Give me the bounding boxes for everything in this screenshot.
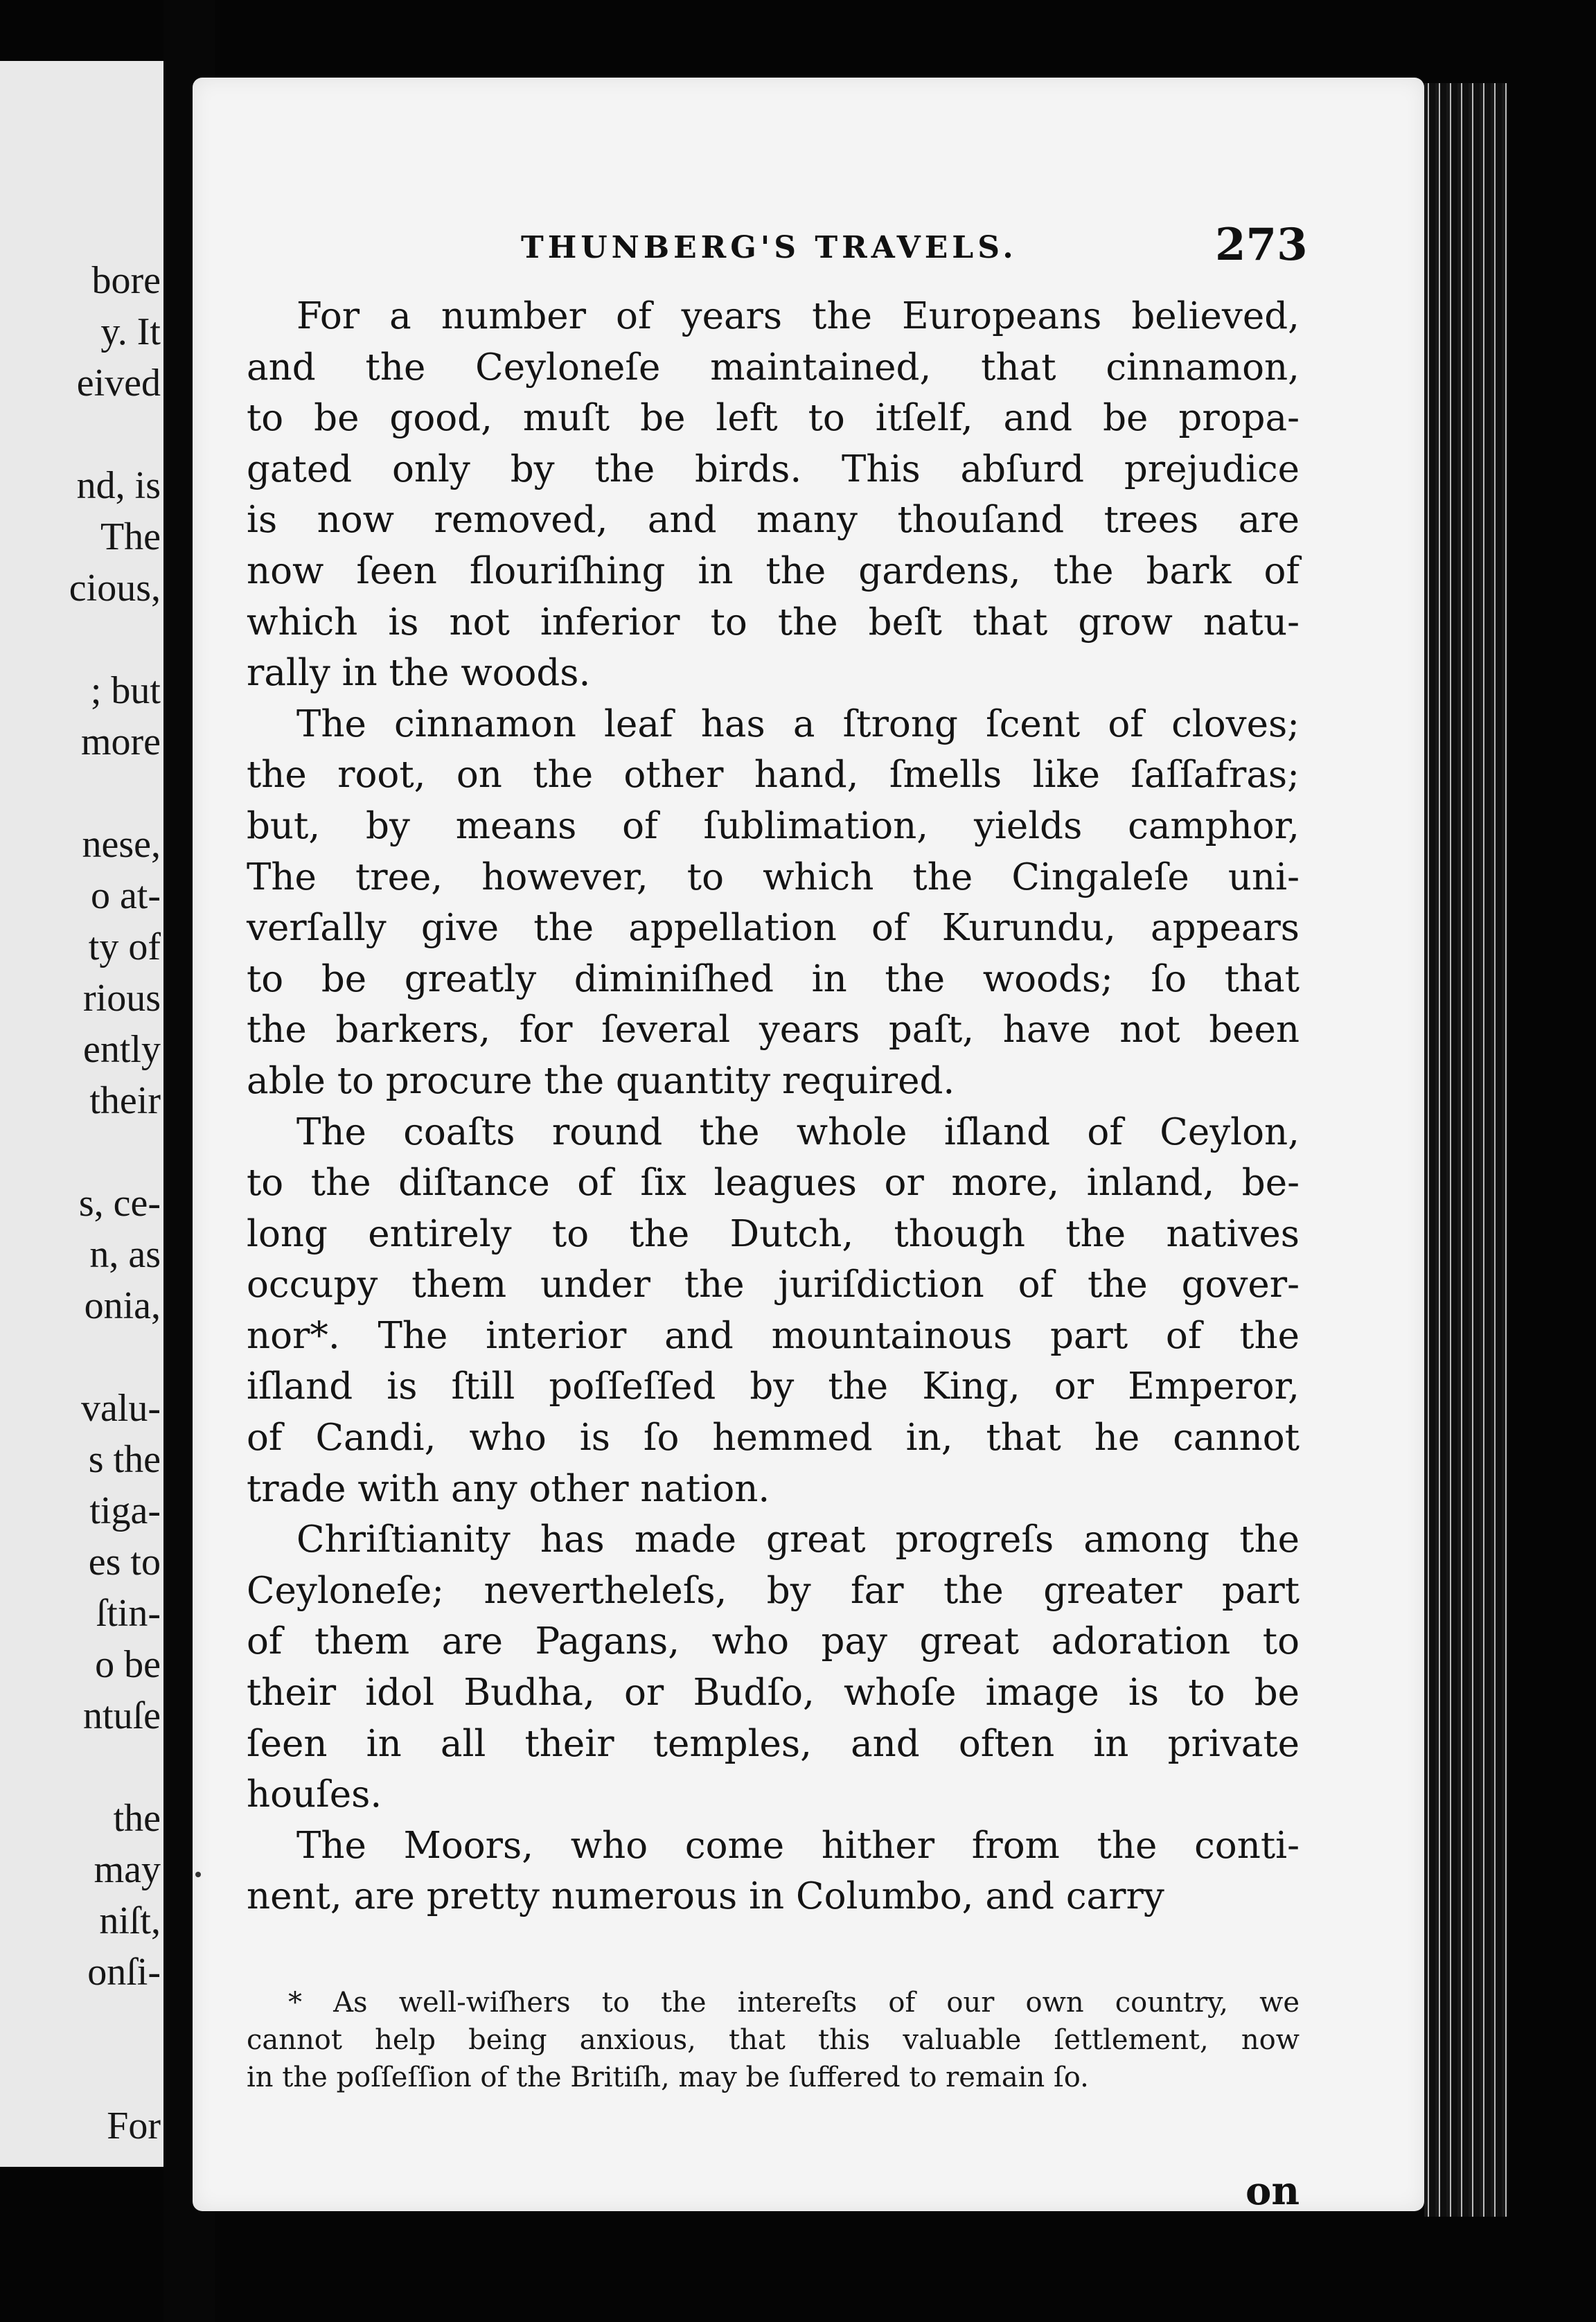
text-line: and the Ceyloneſe maintained, that cinnamon, bbox=[247, 346, 1300, 389]
text-line: Chriſtianity has made great progreſs among the bbox=[296, 1518, 1300, 1561]
text-line: ſeen in all their temples, and often in private bbox=[247, 1722, 1300, 1765]
facing-page-line: ; but bbox=[90, 669, 161, 712]
text-line: The tree, however, to which the Cingaleſe uni- bbox=[247, 856, 1300, 898]
running-head: THUNBERG'S TRAVELS. bbox=[521, 230, 1018, 265]
text-line: gated only by the birds. This abſurd prejudice bbox=[247, 447, 1300, 490]
facing-page-line: n, as bbox=[89, 1233, 161, 1276]
text-line: houſes. bbox=[247, 1773, 382, 1816]
facing-page-line: ently bbox=[83, 1028, 161, 1071]
text-line: the barkers, for ſeveral years paſt, have not been bbox=[247, 1009, 1300, 1052]
facing-page-line: ntuſe bbox=[83, 1694, 161, 1737]
body-text bbox=[247, 291, 1300, 1922]
facing-page-line: eived bbox=[76, 362, 161, 405]
text-line: verſally give the appellation of Kurundu, appears bbox=[247, 907, 1300, 950]
text-line: trade with any other nation. bbox=[247, 1467, 770, 1510]
text-line: nor*. The interior and mountainous part of the bbox=[247, 1314, 1300, 1357]
text-line: now ſeen flouriſhing in the gardens, the bark of bbox=[247, 549, 1300, 592]
facing-page-line: rious bbox=[83, 977, 161, 1020]
page-number: 273 bbox=[1215, 219, 1308, 271]
facing-page-line: their bbox=[89, 1079, 161, 1122]
footnote bbox=[247, 1984, 1300, 2096]
text-line: Ceyloneſe; nevertheleſs, by far the greater part bbox=[247, 1569, 1300, 1612]
text-line: The Moors, who come hither from the conti- bbox=[296, 1824, 1300, 1867]
text-line: able to procure the quantity required. bbox=[247, 1059, 955, 1102]
facing-page-line: may bbox=[94, 1848, 161, 1891]
facing-page-line: ſtin- bbox=[96, 1592, 161, 1635]
facing-page-line: the bbox=[113, 1797, 161, 1840]
facing-page-line: onſi- bbox=[87, 1951, 161, 1994]
facing-page-line: es to bbox=[88, 1541, 161, 1584]
page-header bbox=[193, 219, 1424, 272]
text-line: rally in the woods. bbox=[247, 652, 591, 695]
facing-page-line: more bbox=[80, 720, 161, 763]
footnote-line: * As well-wiſhers to the intereſts of our own country, we bbox=[288, 1987, 1300, 2019]
text-line: The cinnamon leaf has a ſtrong ſcent of cloves; bbox=[296, 702, 1300, 745]
facing-page-line: cious, bbox=[69, 567, 161, 610]
facing-page-fragment bbox=[0, 61, 163, 2167]
facing-page-line: s, ce- bbox=[78, 1182, 161, 1225]
footnote-line: cannot help being anxious, that this valuable ſettlement, now bbox=[247, 2024, 1300, 2056]
text-line: For a number of years the Europeans believed, bbox=[296, 295, 1300, 337]
facing-page-line: bore bbox=[91, 259, 161, 302]
book-page bbox=[193, 78, 1424, 2214]
footnote-line: in the poſſeſſion of the Britiſh, may be ſuffered to remain ſo. bbox=[247, 2062, 1089, 2093]
facing-page-line: nese, bbox=[82, 823, 161, 866]
catchword: on bbox=[1245, 2168, 1300, 2214]
text-line: occupy them under the juriſdiction of the gover- bbox=[247, 1264, 1300, 1306]
text-line: to be greatly diminiſhed in the woods; ſo that bbox=[247, 957, 1300, 1000]
text-line: to the diſtance of ſix leagues or more, inland, be- bbox=[247, 1162, 1300, 1205]
text-line: of them are Pagans, who pay great adoration to bbox=[247, 1620, 1300, 1663]
facing-page-line: s the bbox=[88, 1438, 161, 1481]
page-edges bbox=[1424, 83, 1507, 2217]
facing-page-line: tiga- bbox=[89, 1489, 161, 1532]
text-line: of Candi, who is ſo hemmed in, that he cannot bbox=[247, 1417, 1300, 1460]
text-line: is now removed, and many thouſand trees are bbox=[247, 499, 1300, 542]
facing-page-line: o be bbox=[95, 1643, 161, 1686]
facing-page-line: valu- bbox=[80, 1387, 161, 1430]
text-line: but, by means of ſublimation, yields camphor, bbox=[247, 804, 1300, 847]
text-line: their idol Budha, or Budſo, whoſe image is to be bbox=[247, 1672, 1300, 1714]
text-line: nent, are pretty numerous in Columbo, and carry bbox=[247, 1875, 1164, 1918]
text-line: which is not inferior to the beſt that grow natu- bbox=[247, 601, 1300, 644]
facing-page-line: nd, is bbox=[76, 464, 161, 507]
facing-page-line: onia, bbox=[84, 1284, 161, 1327]
facing-page-line: The bbox=[100, 515, 161, 558]
facing-page-text bbox=[0, 61, 163, 2167]
facing-page-line: y. It bbox=[100, 310, 161, 353]
text-line: The coaſts round the whole iſland of Ceylon, bbox=[296, 1110, 1300, 1153]
text-line: long entirely to the Dutch, though the natives bbox=[247, 1212, 1300, 1255]
facing-page-line: o at- bbox=[90, 874, 161, 917]
facing-page-line: ty of bbox=[88, 925, 161, 968]
facing-page-line: niſt, bbox=[99, 1899, 161, 1942]
print-speck bbox=[195, 1872, 201, 1877]
text-line: the root, on the other hand, ſmells like ſaſſafras; bbox=[247, 754, 1300, 797]
text-line: to be good, muſt be left to itſelf, and be propa- bbox=[247, 397, 1300, 440]
facing-page-line: For bbox=[107, 2104, 161, 2147]
text-line: iſland is ſtill poſſeſſed by the King, or Emperor, bbox=[247, 1365, 1300, 1408]
